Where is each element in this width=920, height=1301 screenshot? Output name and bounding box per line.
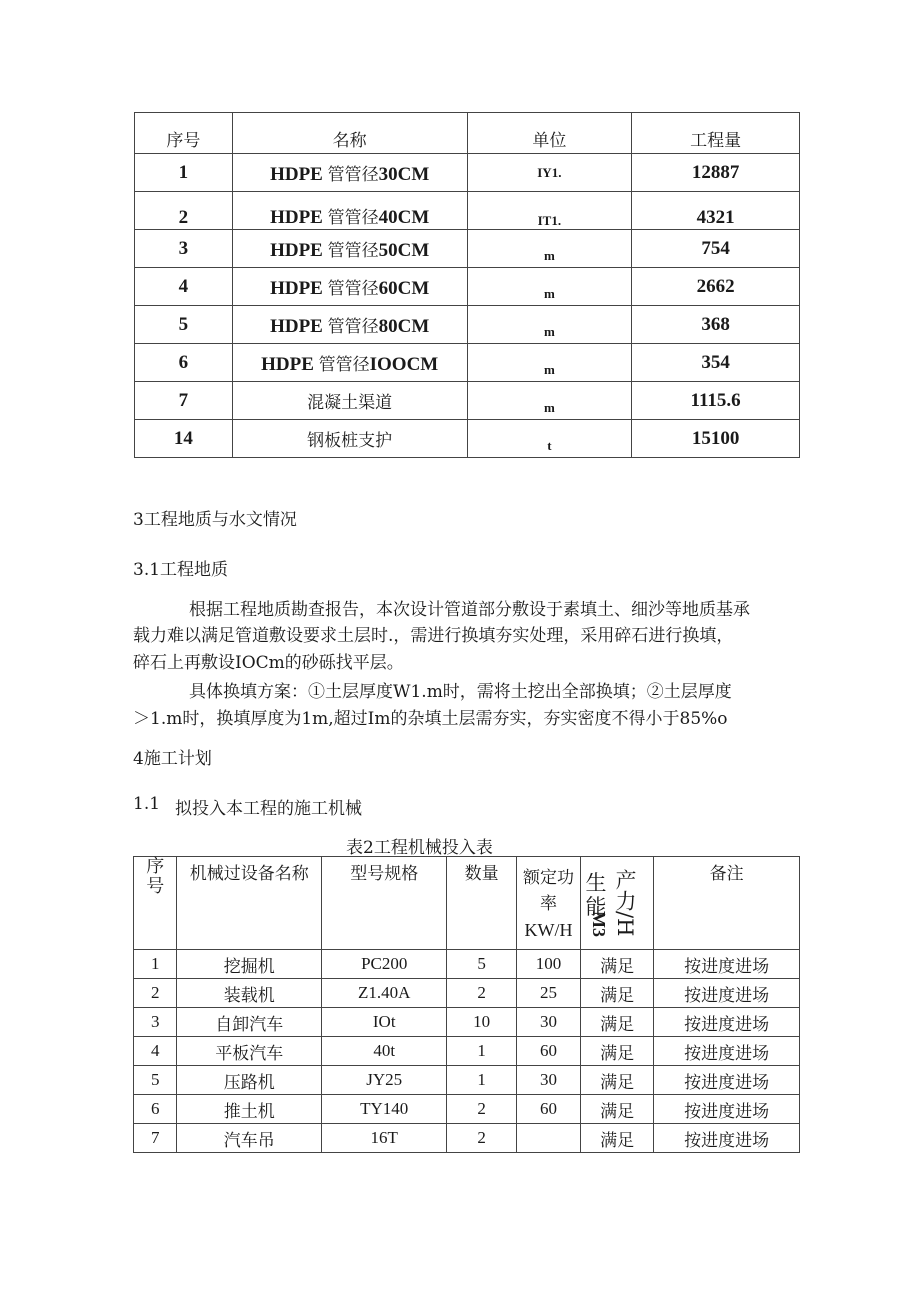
row-name-size: IOOCM — [369, 353, 439, 375]
header-name: 名称 — [232, 113, 467, 154]
row-name-latin: HDPE — [270, 207, 328, 228]
row-model: 16T — [322, 1124, 447, 1153]
row-note: 按进度进场 — [654, 1066, 800, 1095]
header-unit: 单位 — [467, 113, 632, 154]
row-no: 5 — [134, 1066, 177, 1095]
quantity-table-header — [135, 113, 800, 154]
header-qty: 工程量 — [632, 113, 800, 154]
table-row — [135, 192, 800, 230]
row-capacity: 满足 — [580, 1095, 653, 1124]
paragraph-1-line-1: 根据工程地质勘查报告，本次设计管道部分敷设于素填土、细沙等地质基承 — [189, 600, 750, 620]
machinery-table — [133, 856, 800, 1153]
row-name-cn: 管管径 — [327, 316, 379, 337]
row-power: 25 — [516, 979, 580, 1008]
table-row — [134, 1008, 800, 1037]
row-qty: 12887 — [632, 154, 800, 192]
row-name-cn: 管管径 — [327, 164, 379, 185]
row-name — [232, 192, 467, 230]
row-name: 平板汽车 — [177, 1037, 322, 1066]
row-name-size: 30CM — [378, 163, 430, 185]
header-count: 数量 — [447, 857, 517, 950]
row-capacity: 满足 — [580, 1008, 653, 1037]
row-qty: 354 — [632, 344, 800, 382]
row-unit: m — [467, 344, 632, 382]
row-model: 40t — [322, 1037, 447, 1066]
row-name-cn: 管管径 — [318, 354, 370, 375]
row-no: 3 — [134, 1008, 177, 1037]
row-name-size: 80CM — [378, 315, 430, 337]
row-capacity: 满足 — [580, 1066, 653, 1095]
table-row — [134, 1095, 800, 1124]
row-name-latin: HDPE — [270, 163, 328, 185]
row-no: 14 — [135, 420, 233, 458]
row-no: 3 — [135, 230, 233, 268]
row-no: 7 — [135, 382, 233, 420]
row-note: 按进度进场 — [654, 1008, 800, 1037]
row-qty: 4321 — [632, 192, 800, 230]
row-name — [232, 306, 467, 344]
row-capacity: 满足 — [580, 979, 653, 1008]
row-count: 1 — [447, 1066, 517, 1095]
row-name-cn: 管管径 — [327, 208, 379, 228]
row-name: 推土机 — [177, 1095, 322, 1124]
table-2-caption: 表2工程机械投入表 — [346, 838, 493, 858]
row-no: 1 — [134, 950, 177, 979]
row-no: 1 — [135, 154, 233, 192]
row-power — [516, 1124, 580, 1153]
table-row — [135, 420, 800, 458]
row-power: 60 — [516, 1095, 580, 1124]
table-row — [135, 382, 800, 420]
section-1-1-title: 拟投入本工程的施工机械 — [175, 799, 362, 819]
table-row — [134, 979, 800, 1008]
row-unit: m — [467, 306, 632, 344]
row-no: 6 — [135, 344, 233, 382]
header-power — [516, 857, 580, 950]
row-qty: 368 — [632, 306, 800, 344]
row-name-size: 50CM — [378, 239, 430, 261]
row-name-cn: 管管径 — [327, 240, 379, 261]
row-count: 2 — [447, 1095, 517, 1124]
row-no: 6 — [134, 1095, 177, 1124]
table-row — [134, 1124, 800, 1153]
header-capacity-b: 产力/H — [612, 869, 637, 937]
row-model: IOt — [322, 1008, 447, 1037]
machinery-table-header — [134, 857, 800, 950]
row-name-cn: 管管径 — [327, 278, 379, 299]
row-unit: m — [467, 230, 632, 268]
row-no: 4 — [134, 1037, 177, 1066]
section-4-heading: 4施工计划 — [133, 749, 212, 769]
row-power: 60 — [516, 1037, 580, 1066]
row-name-latin: HDPE — [270, 277, 328, 299]
row-name — [232, 154, 467, 192]
row-note: 按进度进场 — [654, 1095, 800, 1124]
row-capacity: 满足 — [580, 950, 653, 979]
table-row — [134, 950, 800, 979]
row-qty: 1115.6 — [632, 382, 800, 420]
row-unit: IT1. — [467, 192, 632, 230]
header-power-l1: 额定功 — [522, 868, 574, 888]
paragraph-1-line-2: 载力难以满足管道敷设要求土层时.，需进行换填夯实处理，采用碎石进行换填， — [133, 626, 734, 646]
row-name-latin: HDPE — [261, 353, 319, 375]
row-model: TY140 — [322, 1095, 447, 1124]
section-3-heading: 3工程地质与水文情况 — [133, 510, 297, 530]
row-count: 2 — [447, 1124, 517, 1153]
header-no — [134, 857, 177, 950]
row-unit: t — [467, 420, 632, 458]
row-name: 混凝土渠道 — [232, 382, 467, 420]
row-power: 100 — [516, 950, 580, 979]
row-name — [232, 268, 467, 306]
section-3-1-heading: 3.1工程地质 — [133, 560, 229, 580]
row-name-latin: HDPE — [270, 239, 328, 261]
row-no: 5 — [135, 306, 233, 344]
header-capacity-a: 生能 — [585, 871, 607, 919]
row-capacity: 满足 — [580, 1124, 653, 1153]
header-power-l2: 率 — [539, 894, 557, 914]
row-no: 7 — [134, 1124, 177, 1153]
row-name — [232, 344, 467, 382]
row-count: 10 — [447, 1008, 517, 1037]
row-name: 挖掘机 — [177, 950, 322, 979]
row-name: 自卸汽车 — [177, 1008, 322, 1037]
table-row — [134, 1066, 800, 1095]
table-row — [135, 306, 800, 344]
row-note: 按进度进场 — [654, 1037, 800, 1066]
row-count: 5 — [447, 950, 517, 979]
row-note: 按进度进场 — [654, 950, 800, 979]
row-unit: m — [467, 382, 632, 420]
row-power: 30 — [516, 1066, 580, 1095]
row-power: 30 — [516, 1008, 580, 1037]
table-row — [135, 344, 800, 382]
row-note: 按进度进场 — [654, 1124, 800, 1153]
table-row — [134, 1037, 800, 1066]
header-no: 序号 — [135, 113, 233, 154]
row-count: 2 — [447, 979, 517, 1008]
row-model: PC200 — [322, 950, 447, 979]
header-name: 机械过设备名称 — [177, 857, 322, 950]
header-power-l3: KW/H — [524, 920, 573, 940]
row-qty: 754 — [632, 230, 800, 268]
row-model: Z1.40A — [322, 979, 447, 1008]
row-qty: 15100 — [632, 420, 800, 458]
row-name-size: 60CM — [378, 277, 430, 299]
row-name: 汽车吊 — [177, 1124, 322, 1153]
row-name: 钢板桩支护 — [232, 420, 467, 458]
row-name-latin: HDPE — [270, 315, 328, 337]
row-unit: IY1. — [467, 154, 632, 192]
section-1-1-number: 1.1 — [133, 794, 161, 814]
row-name — [232, 230, 467, 268]
row-name: 装载机 — [177, 979, 322, 1008]
row-unit: m — [467, 268, 632, 306]
table-row — [135, 230, 800, 268]
header-note: 备注 — [654, 857, 800, 950]
header-capacity — [580, 857, 653, 950]
row-count: 1 — [447, 1037, 517, 1066]
table-row — [135, 268, 800, 306]
row-note: 按进度进场 — [654, 979, 800, 1008]
row-name: 压路机 — [177, 1066, 322, 1095]
table-row — [135, 154, 800, 192]
header-no-text: 序号 — [146, 856, 165, 897]
row-model: JY25 — [322, 1066, 447, 1095]
row-no: 2 — [134, 979, 177, 1008]
row-qty: 2662 — [632, 268, 800, 306]
paragraph-2-line-2: ＞1.m时，换填厚度为1m,超过Im的杂填土层需夯实，夯实密度不得小于85%o — [133, 709, 728, 729]
row-name-size: 40CM — [378, 207, 430, 228]
row-no: 4 — [135, 268, 233, 306]
quantity-table — [134, 112, 800, 458]
paragraph-1-line-3: 碎石上再敷设IOCm的砂砾找平层。 — [133, 653, 404, 673]
row-no: 2 — [135, 192, 233, 230]
header-capacity-c: M3 — [588, 911, 609, 937]
header-model: 型号规格 — [322, 857, 447, 950]
row-capacity: 满足 — [580, 1037, 653, 1066]
paragraph-2-line-1: 具体换填方案：①土层厚度W1.m时，需将土挖出全部换填；②土层厚度 — [189, 682, 732, 702]
